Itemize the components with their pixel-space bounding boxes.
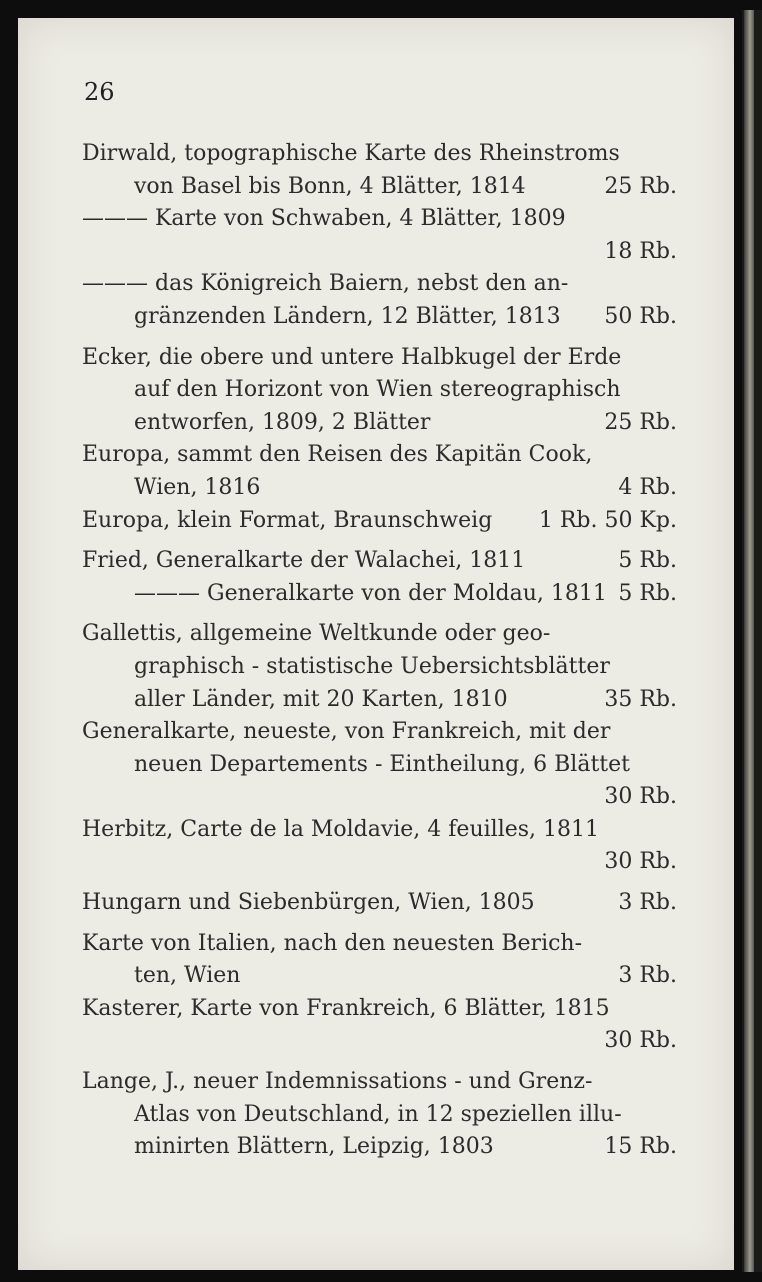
entry-text: graphisch - statistische Uebersichtsblätter [134,653,610,679]
catalogue-entry [82,887,677,920]
entry-price: 25 Rb. [604,409,677,435]
entry-price: 30 Rb. [604,784,677,810]
entry-price: 18 Rb. [604,238,677,264]
catalogue-entry [82,716,677,814]
page-number: 26 [84,78,115,106]
entry-price: 5 Rb. [618,548,677,574]
entry-gap [82,610,677,618]
entry-text: Lange, J., neuer Indemnissations - und Grenz- [82,1069,593,1095]
entry-line [82,472,677,505]
entry-line [82,814,677,847]
entry-line [82,374,677,407]
entry-line [82,1066,677,1099]
entry-line [82,171,677,204]
entry-price: 4 Rb. [618,474,677,500]
entry-line [82,651,677,684]
entry-text: Dirwald, topographische Karte des Rheinstroms [82,141,620,166]
entry-line [82,1025,677,1058]
entry-text: Atlas von Deutschland, in 12 speziellen illu- [134,1101,622,1127]
adjacent-page-edge [742,10,762,1272]
entry-line [82,138,677,171]
entry-line [82,716,677,749]
entry-price: 35 Rb. [604,686,677,712]
entry-line [82,993,677,1026]
entry-line [82,781,677,814]
entry-text: Fried, Generalkarte der Walachei, 1811 [82,548,526,574]
entry-line [82,578,677,611]
entry-line [82,684,677,717]
entry-line [82,407,677,440]
entry-price: 3 Rb. [618,963,677,989]
entry-text: Hungarn und Siebenbürgen, Wien, 1805 [82,890,535,916]
entry-price: 30 Rb. [604,1028,677,1054]
entry-gap [82,334,677,342]
entry-text: Herbitz, Carte de la Moldavie, 4 feuilles, 1811 [82,816,600,842]
entry-gap [82,537,677,545]
entry-text: gränzenden Ländern, 12 Blätter, 1813 [134,303,561,329]
entry-text: von Basel bis Bonn, 4 Blätter, 1814 [134,173,526,199]
entry-line [82,203,677,236]
catalogue-entry [82,928,677,993]
catalogue-entry [82,545,677,610]
entry-text: Ecker, die obere und untere Halbkugel der Erde [82,344,622,370]
catalogue-entry [82,203,677,268]
entry-line [82,236,677,269]
entry-text: Europa, sammt den Reisen des Kapitän Cook, [82,442,593,468]
entry-text: Karte von Italien, nach den neuesten Berich- [82,930,583,956]
entry-line [82,268,677,301]
catalogue-entry [82,342,677,440]
catalogue-entry [82,814,677,879]
entry-price: 50 Rb. [604,303,677,329]
entry-gap [82,1058,677,1066]
entry-line [82,846,677,879]
entry-line [82,505,677,538]
entry-line [82,439,677,472]
catalogue-entry [82,505,677,538]
entry-text: Kasterer, Karte von Frankreich, 6 Blätter, 1815 [82,995,610,1021]
entry-line [82,545,677,578]
entry-text: ten, Wien [134,963,241,989]
entry-text: minirten Blättern, Leipzig, 1803 [134,1134,494,1160]
catalogue-entry [82,439,677,504]
catalogue-entry [82,268,677,333]
entry-line [82,960,677,993]
entry-price: 5 Rb. [618,580,677,606]
entry-text: ——— Karte von Schwaben, 4 Blätter, 1809 [82,206,566,232]
entry-gap [82,879,677,887]
catalogue-entry [82,138,677,203]
book-page [18,18,734,1270]
catalogue-entries [82,138,677,1164]
entry-line [82,887,677,920]
entry-line [82,1131,677,1164]
entry-text: ——— das Königreich Baiern, nebst den an- [82,271,569,297]
entry-line [82,749,677,782]
entry-line [82,618,677,651]
entry-text: entworfen, 1809, 2 Blätter [134,409,431,435]
entry-gap [82,920,677,928]
entry-text: Gallettis, allgemeine Weltkunde oder geo- [82,621,551,647]
entry-text: ——— Generalkarte von der Moldau, 1811 [134,580,607,606]
entry-price: 3 Rb. [618,890,677,916]
catalogue-entry [82,1066,677,1164]
entry-price: 15 Rb. [604,1134,677,1160]
entry-line [82,1099,677,1132]
entry-text: Wien, 1816 [134,474,261,500]
entry-text: Generalkarte, neueste, von Frankreich, mit der [82,719,611,745]
catalogue-entry [82,618,677,716]
entry-line [82,301,677,334]
entry-text: aller Länder, mit 20 Karten, 1810 [134,686,508,712]
entry-line [82,342,677,375]
entry-price: 25 Rb. [604,173,677,199]
entry-line [82,928,677,961]
entry-price: 30 Rb. [604,849,677,875]
catalogue-entry [82,993,677,1058]
entry-text: neuen Departements - Eintheilung, 6 Blättet [134,751,630,777]
entry-text: Europa, klein Format, Braunschweig [82,507,493,533]
entry-text: auf den Horizont von Wien stereographisch [134,377,621,403]
entry-price: 1 Rb. 50 Kp. [538,507,677,533]
